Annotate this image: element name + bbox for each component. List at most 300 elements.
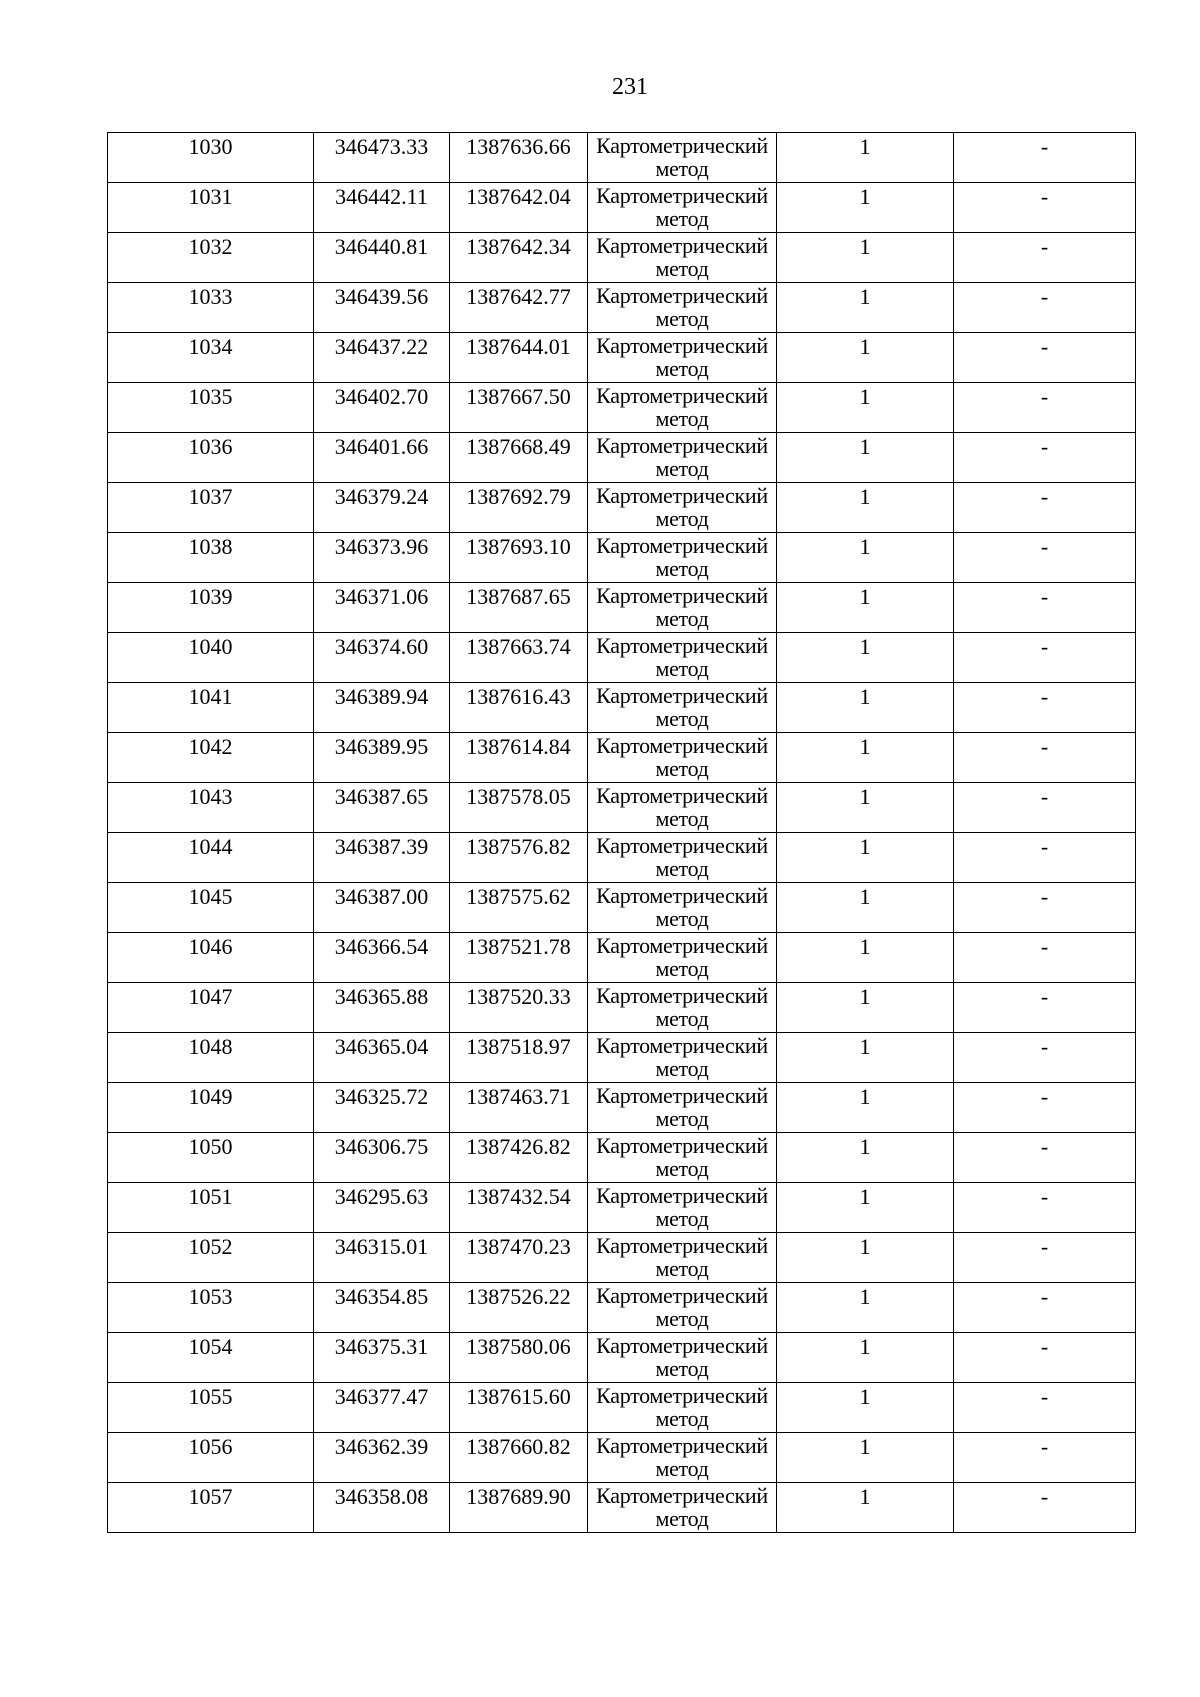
precision-cell-text: 1 xyxy=(859,1384,871,1409)
x-coordinate-cell xyxy=(314,1033,450,1083)
y-coordinate-cell-text: 1387668.49 xyxy=(466,434,571,459)
method-cell xyxy=(588,1133,777,1183)
method-cell xyxy=(588,583,777,633)
description-cell xyxy=(954,1433,1136,1483)
table-row xyxy=(108,1433,1136,1483)
point-number-cell xyxy=(108,183,314,233)
precision-cell xyxy=(777,1033,954,1083)
precision-cell xyxy=(777,1133,954,1183)
point-number-cell xyxy=(108,1333,314,1383)
description-cell xyxy=(954,633,1136,683)
y-coordinate-cell-text: 1387463.71 xyxy=(466,1084,571,1109)
description-cell-text: - xyxy=(1040,234,1049,259)
x-coordinate-cell-text: 346373.96 xyxy=(334,534,429,559)
method-cell-text: Картометрический метод xyxy=(596,533,768,581)
precision-cell xyxy=(777,183,954,233)
method-cell xyxy=(588,1383,777,1433)
x-coordinate-cell xyxy=(314,833,450,883)
y-coordinate-cell-text: 1387642.77 xyxy=(466,284,571,309)
y-coordinate-cell xyxy=(450,933,588,983)
y-coordinate-cell xyxy=(450,1383,588,1433)
precision-cell-text: 1 xyxy=(859,984,871,1009)
y-coordinate-cell xyxy=(450,533,588,583)
y-coordinate-cell xyxy=(450,1283,588,1333)
y-coordinate-cell xyxy=(450,583,588,633)
point-number-cell-text: 1042 xyxy=(188,734,233,759)
description-cell xyxy=(954,1083,1136,1133)
y-coordinate-cell-text: 1387526.22 xyxy=(466,1284,571,1309)
description-cell xyxy=(954,283,1136,333)
table-row xyxy=(108,733,1136,783)
precision-cell xyxy=(777,333,954,383)
method-cell xyxy=(588,133,777,183)
x-coordinate-cell xyxy=(314,1183,450,1233)
precision-cell-text: 1 xyxy=(859,484,871,509)
y-coordinate-cell-text: 1387692.79 xyxy=(466,484,571,509)
precision-cell-text: 1 xyxy=(859,134,871,159)
method-cell-text: Картометрический метод xyxy=(596,883,768,931)
x-coordinate-cell-text: 346354.85 xyxy=(334,1284,429,1309)
description-cell xyxy=(954,1383,1136,1433)
y-coordinate-cell xyxy=(450,233,588,283)
precision-cell-text: 1 xyxy=(859,1334,871,1359)
method-cell xyxy=(588,1083,777,1133)
precision-cell-text: 1 xyxy=(859,834,871,859)
description-cell-text: - xyxy=(1040,134,1049,159)
description-cell-text: - xyxy=(1040,1134,1049,1159)
method-cell-text: Картометрический метод xyxy=(596,433,768,481)
method-cell-text: Картометрический метод xyxy=(596,733,768,781)
method-cell xyxy=(588,1333,777,1383)
description-cell-text: - xyxy=(1040,584,1049,609)
description-cell-text: - xyxy=(1040,834,1049,859)
description-cell xyxy=(954,533,1136,583)
precision-cell-text: 1 xyxy=(859,1434,871,1459)
x-coordinate-cell-text: 346442.11 xyxy=(335,184,428,209)
description-cell xyxy=(954,983,1136,1033)
point-number-cell xyxy=(108,883,314,933)
method-cell-text: Картометрический метод xyxy=(596,683,768,731)
description-cell xyxy=(954,1483,1136,1533)
y-coordinate-cell-text: 1387578.05 xyxy=(466,784,571,809)
page-number: 231 xyxy=(612,74,648,100)
method-cell xyxy=(588,1483,777,1533)
point-number-cell-text: 1032 xyxy=(188,234,233,259)
table-row xyxy=(108,833,1136,883)
y-coordinate-cell-text: 1387660.82 xyxy=(466,1434,571,1459)
point-number-cell-text: 1041 xyxy=(188,684,233,709)
precision-cell xyxy=(777,283,954,333)
point-number-cell xyxy=(108,633,314,683)
x-coordinate-cell xyxy=(314,783,450,833)
y-coordinate-cell-text: 1387575.62 xyxy=(466,884,571,909)
method-cell-text: Картометрический метод xyxy=(596,1433,768,1481)
description-cell-text: - xyxy=(1040,1184,1049,1209)
point-number-cell-text: 1045 xyxy=(188,884,233,909)
precision-cell-text: 1 xyxy=(859,734,871,759)
coordinates-table-body xyxy=(108,133,1136,1533)
y-coordinate-cell-text: 1387470.23 xyxy=(466,1234,571,1259)
table-row xyxy=(108,1083,1136,1133)
x-coordinate-cell-text: 346387.65 xyxy=(334,784,429,809)
description-cell xyxy=(954,1333,1136,1383)
precision-cell-text: 1 xyxy=(859,884,871,909)
y-coordinate-cell xyxy=(450,383,588,433)
x-coordinate-cell xyxy=(314,283,450,333)
method-cell-text: Картометрический метод xyxy=(596,1083,768,1131)
x-coordinate-cell xyxy=(314,933,450,983)
y-coordinate-cell xyxy=(450,733,588,783)
precision-cell xyxy=(777,833,954,883)
y-coordinate-cell xyxy=(450,883,588,933)
precision-cell-text: 1 xyxy=(859,584,871,609)
description-cell xyxy=(954,933,1136,983)
table-row xyxy=(108,233,1136,283)
x-coordinate-cell xyxy=(314,1083,450,1133)
x-coordinate-cell-text: 346365.04 xyxy=(334,1034,429,1059)
table-row xyxy=(108,683,1136,733)
table-row xyxy=(108,933,1136,983)
point-number-cell-text: 1047 xyxy=(188,984,233,1009)
method-cell-text: Картометрический метод xyxy=(596,383,768,431)
x-coordinate-cell xyxy=(314,1433,450,1483)
table-row xyxy=(108,1483,1136,1533)
y-coordinate-cell-text: 1387636.66 xyxy=(466,134,571,159)
point-number-cell-text: 1056 xyxy=(188,1434,233,1459)
y-coordinate-cell-text: 1387614.84 xyxy=(466,734,571,759)
description-cell-text: - xyxy=(1040,484,1049,509)
precision-cell xyxy=(777,1333,954,1383)
method-cell-text: Картометрический метод xyxy=(596,1333,768,1381)
table-row xyxy=(108,1033,1136,1083)
precision-cell xyxy=(777,1433,954,1483)
point-number-cell xyxy=(108,1283,314,1333)
point-number-cell xyxy=(108,783,314,833)
precision-cell xyxy=(777,533,954,583)
method-cell-text: Картометрический метод xyxy=(596,1033,768,1081)
point-number-cell xyxy=(108,733,314,783)
table-row xyxy=(108,183,1136,233)
y-coordinate-cell-text: 1387693.10 xyxy=(466,534,571,559)
x-coordinate-cell-text: 346437.22 xyxy=(334,334,429,359)
method-cell xyxy=(588,633,777,683)
precision-cell-text: 1 xyxy=(859,334,871,359)
x-coordinate-cell-text: 346358.08 xyxy=(334,1484,429,1509)
precision-cell xyxy=(777,1083,954,1133)
point-number-cell-text: 1035 xyxy=(188,384,233,409)
precision-cell xyxy=(777,683,954,733)
x-coordinate-cell-text: 346377.47 xyxy=(334,1384,429,1409)
description-cell xyxy=(954,333,1136,383)
precision-cell-text: 1 xyxy=(859,1134,871,1159)
description-cell-text: - xyxy=(1040,734,1049,759)
description-cell-text: - xyxy=(1040,684,1049,709)
method-cell-text: Картометрический метод xyxy=(596,1283,768,1331)
description-cell xyxy=(954,1233,1136,1283)
y-coordinate-cell-text: 1387687.65 xyxy=(466,584,571,609)
x-coordinate-cell xyxy=(314,1483,450,1533)
precision-cell-text: 1 xyxy=(859,1484,871,1509)
point-number-cell-text: 1043 xyxy=(188,784,233,809)
point-number-cell xyxy=(108,383,314,433)
precision-cell-text: 1 xyxy=(859,534,871,559)
point-number-cell-text: 1030 xyxy=(188,134,233,159)
description-cell xyxy=(954,683,1136,733)
description-cell-text: - xyxy=(1040,784,1049,809)
description-cell xyxy=(954,1133,1136,1183)
method-cell xyxy=(588,683,777,733)
description-cell xyxy=(954,1283,1136,1333)
point-number-cell-text: 1052 xyxy=(188,1234,233,1259)
precision-cell xyxy=(777,233,954,283)
y-coordinate-cell-text: 1387663.74 xyxy=(466,634,571,659)
x-coordinate-cell-text: 346401.66 xyxy=(334,434,429,459)
point-number-cell xyxy=(108,1383,314,1433)
precision-cell xyxy=(777,1183,954,1233)
description-cell-text: - xyxy=(1040,534,1049,559)
x-coordinate-cell xyxy=(314,1133,450,1183)
description-cell-text: - xyxy=(1040,1384,1049,1409)
x-coordinate-cell xyxy=(314,883,450,933)
description-cell xyxy=(954,583,1136,633)
x-coordinate-cell-text: 346365.88 xyxy=(334,984,429,1009)
method-cell-text: Картометрический метод xyxy=(596,1183,768,1231)
table-row xyxy=(108,1333,1136,1383)
x-coordinate-cell xyxy=(314,433,450,483)
x-coordinate-cell-text: 346325.72 xyxy=(334,1084,429,1109)
x-coordinate-cell-text: 346473.33 xyxy=(334,134,429,159)
y-coordinate-cell xyxy=(450,1133,588,1183)
x-coordinate-cell xyxy=(314,683,450,733)
precision-cell xyxy=(777,483,954,533)
point-number-cell xyxy=(108,1133,314,1183)
description-cell-text: - xyxy=(1040,434,1049,459)
point-number-cell-text: 1034 xyxy=(188,334,233,359)
precision-cell xyxy=(777,733,954,783)
precision-cell xyxy=(777,783,954,833)
x-coordinate-cell-text: 346295.63 xyxy=(334,1184,429,1209)
point-number-cell xyxy=(108,283,314,333)
method-cell-text: Картометрический метод xyxy=(596,233,768,281)
description-cell-text: - xyxy=(1040,634,1049,659)
x-coordinate-cell-text: 346389.94 xyxy=(334,684,429,709)
x-coordinate-cell xyxy=(314,733,450,783)
table-row xyxy=(108,583,1136,633)
precision-cell xyxy=(777,1233,954,1283)
y-coordinate-cell-text: 1387520.33 xyxy=(466,984,571,1009)
description-cell-text: - xyxy=(1040,1434,1049,1459)
precision-cell-text: 1 xyxy=(859,284,871,309)
point-number-cell-text: 1037 xyxy=(188,484,233,509)
point-number-cell-text: 1054 xyxy=(188,1334,233,1359)
x-coordinate-cell xyxy=(314,183,450,233)
point-number-cell xyxy=(108,583,314,633)
x-coordinate-cell-text: 346440.81 xyxy=(334,234,429,259)
point-number-cell xyxy=(108,1033,314,1083)
x-coordinate-cell xyxy=(314,333,450,383)
description-cell xyxy=(954,183,1136,233)
y-coordinate-cell xyxy=(450,783,588,833)
table-row xyxy=(108,433,1136,483)
precision-cell xyxy=(777,883,954,933)
description-cell-text: - xyxy=(1040,884,1049,909)
point-number-cell xyxy=(108,683,314,733)
y-coordinate-cell xyxy=(450,1233,588,1283)
method-cell xyxy=(588,933,777,983)
method-cell xyxy=(588,383,777,433)
x-coordinate-cell xyxy=(314,1233,450,1283)
point-number-cell xyxy=(108,833,314,883)
y-coordinate-cell-text: 1387642.34 xyxy=(466,234,571,259)
precision-cell xyxy=(777,1283,954,1333)
point-number-cell-text: 1057 xyxy=(188,1484,233,1509)
description-cell xyxy=(954,733,1136,783)
x-coordinate-cell-text: 346306.75 xyxy=(334,1134,429,1159)
description-cell xyxy=(954,483,1136,533)
table-row xyxy=(108,483,1136,533)
y-coordinate-cell xyxy=(450,1333,588,1383)
x-coordinate-cell xyxy=(314,483,450,533)
x-coordinate-cell-text: 346315.01 xyxy=(334,1234,429,1259)
description-cell-text: - xyxy=(1040,1284,1049,1309)
precision-cell-text: 1 xyxy=(859,934,871,959)
x-coordinate-cell xyxy=(314,633,450,683)
table-row xyxy=(108,783,1136,833)
x-coordinate-cell-text: 346374.60 xyxy=(334,634,429,659)
description-cell-text: - xyxy=(1040,1034,1049,1059)
method-cell xyxy=(588,283,777,333)
y-coordinate-cell xyxy=(450,133,588,183)
method-cell xyxy=(588,233,777,283)
description-cell-text: - xyxy=(1040,1334,1049,1359)
table-row xyxy=(108,533,1136,583)
precision-cell-text: 1 xyxy=(859,1184,871,1209)
point-number-cell-text: 1055 xyxy=(188,1384,233,1409)
x-coordinate-cell xyxy=(314,1383,450,1433)
description-cell xyxy=(954,133,1136,183)
description-cell-text: - xyxy=(1040,384,1049,409)
point-number-cell xyxy=(108,433,314,483)
coordinates-table xyxy=(107,132,1136,1533)
method-cell xyxy=(588,1233,777,1283)
x-coordinate-cell-text: 346366.54 xyxy=(334,934,429,959)
precision-cell xyxy=(777,383,954,433)
table-row xyxy=(108,133,1136,183)
point-number-cell xyxy=(108,1433,314,1483)
y-coordinate-cell xyxy=(450,633,588,683)
x-coordinate-cell-text: 346387.39 xyxy=(334,834,429,859)
y-coordinate-cell-text: 1387667.50 xyxy=(466,384,571,409)
precision-cell-text: 1 xyxy=(859,234,871,259)
point-number-cell-text: 1051 xyxy=(188,1184,233,1209)
precision-cell-text: 1 xyxy=(859,684,871,709)
point-number-cell-text: 1038 xyxy=(188,534,233,559)
precision-cell-text: 1 xyxy=(859,384,871,409)
precision-cell xyxy=(777,583,954,633)
table-row xyxy=(108,1133,1136,1183)
method-cell-text: Картометрический метод xyxy=(596,633,768,681)
table-row xyxy=(108,383,1136,433)
description-cell xyxy=(954,383,1136,433)
y-coordinate-cell-text: 1387518.97 xyxy=(466,1034,571,1059)
y-coordinate-cell-text: 1387642.04 xyxy=(466,184,571,209)
description-cell xyxy=(954,783,1136,833)
method-cell-text: Картометрический метод xyxy=(596,933,768,981)
x-coordinate-cell xyxy=(314,583,450,633)
method-cell xyxy=(588,483,777,533)
description-cell xyxy=(954,433,1136,483)
y-coordinate-cell xyxy=(450,1033,588,1083)
method-cell-text: Картометрический метод xyxy=(596,783,768,831)
point-number-cell xyxy=(108,983,314,1033)
description-cell xyxy=(954,883,1136,933)
precision-cell xyxy=(777,633,954,683)
description-cell-text: - xyxy=(1040,1084,1049,1109)
description-cell-text: - xyxy=(1040,1234,1049,1259)
x-coordinate-cell xyxy=(314,533,450,583)
point-number-cell-text: 1031 xyxy=(188,184,233,209)
point-number-cell xyxy=(108,1483,314,1533)
y-coordinate-cell-text: 1387580.06 xyxy=(466,1334,571,1359)
x-coordinate-cell xyxy=(314,983,450,1033)
precision-cell xyxy=(777,1483,954,1533)
point-number-cell xyxy=(108,1183,314,1233)
y-coordinate-cell-text: 1387426.82 xyxy=(466,1134,571,1159)
table-row xyxy=(108,1233,1136,1283)
method-cell-text: Картометрический метод xyxy=(596,583,768,631)
y-coordinate-cell xyxy=(450,1433,588,1483)
description-cell xyxy=(954,833,1136,883)
method-cell xyxy=(588,783,777,833)
method-cell xyxy=(588,1433,777,1483)
precision-cell xyxy=(777,133,954,183)
y-coordinate-cell-text: 1387616.43 xyxy=(466,684,571,709)
y-coordinate-cell xyxy=(450,1483,588,1533)
point-number-cell xyxy=(108,1083,314,1133)
method-cell-text: Картометрический метод xyxy=(596,483,768,531)
y-coordinate-cell-text: 1387615.60 xyxy=(466,1384,571,1409)
x-coordinate-cell xyxy=(314,383,450,433)
description-cell-text: - xyxy=(1040,1484,1049,1509)
table-row xyxy=(108,633,1136,683)
x-coordinate-cell-text: 346371.06 xyxy=(334,584,429,609)
point-number-cell-text: 1050 xyxy=(188,1134,233,1159)
precision-cell-text: 1 xyxy=(859,634,871,659)
method-cell xyxy=(588,983,777,1033)
method-cell xyxy=(588,1183,777,1233)
point-number-cell xyxy=(108,333,314,383)
x-coordinate-cell xyxy=(314,133,450,183)
y-coordinate-cell-text: 1387689.90 xyxy=(466,1484,571,1509)
precision-cell xyxy=(777,1383,954,1433)
y-coordinate-cell-text: 1387432.54 xyxy=(466,1184,571,1209)
description-cell-text: - xyxy=(1040,284,1049,309)
method-cell-text: Картометрический метод xyxy=(596,133,768,181)
precision-cell-text: 1 xyxy=(859,1084,871,1109)
x-coordinate-cell-text: 346389.95 xyxy=(334,734,429,759)
x-coordinate-cell-text: 346375.31 xyxy=(334,1334,429,1359)
description-cell-text: - xyxy=(1040,984,1049,1009)
precision-cell-text: 1 xyxy=(859,784,871,809)
table-row xyxy=(108,333,1136,383)
y-coordinate-cell xyxy=(450,483,588,533)
point-number-cell xyxy=(108,233,314,283)
method-cell xyxy=(588,1283,777,1333)
x-coordinate-cell-text: 346439.56 xyxy=(334,284,429,309)
method-cell-text: Картометрический метод xyxy=(596,183,768,231)
y-coordinate-cell xyxy=(450,983,588,1033)
point-number-cell-text: 1053 xyxy=(188,1284,233,1309)
